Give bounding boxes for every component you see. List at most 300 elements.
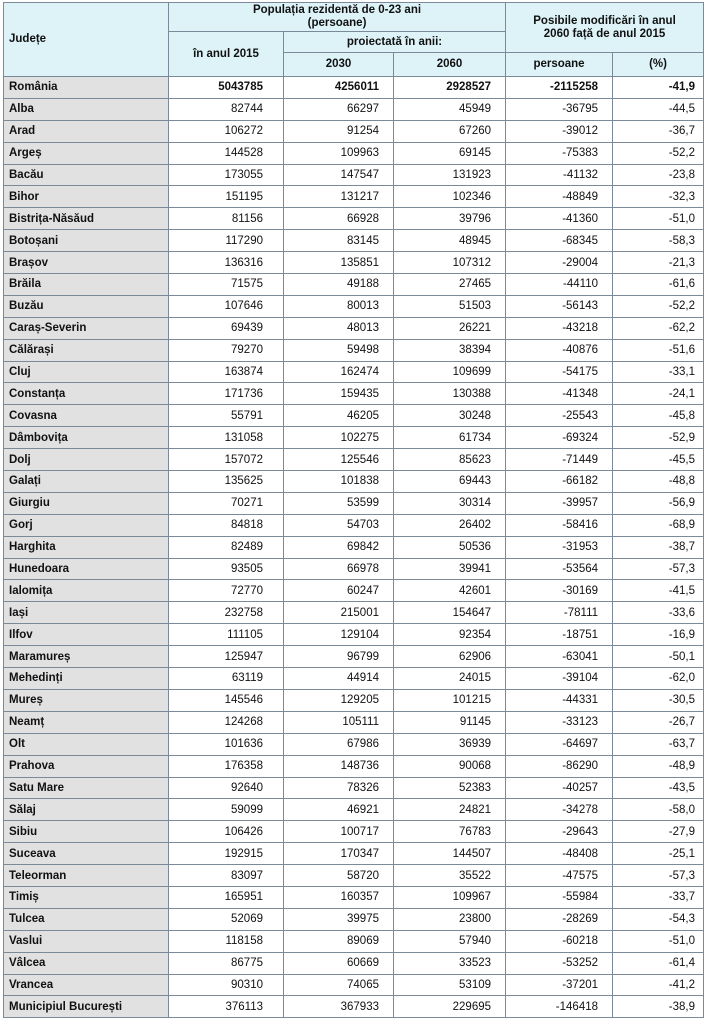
population-2030: 60247 — [284, 580, 394, 602]
change-percent: -48,8 — [613, 471, 704, 493]
population-2030: 44914 — [284, 668, 394, 690]
population-2030: 39975 — [284, 908, 394, 930]
table-row — [4, 274, 704, 296]
population-2060: 90068 — [394, 755, 506, 777]
table-row — [4, 317, 704, 339]
change-persons: -53252 — [506, 952, 613, 974]
population-2015: 93505 — [169, 558, 284, 580]
county-name: Mureș — [4, 689, 169, 711]
population-2030: 46205 — [284, 405, 394, 427]
population-2015: 90310 — [169, 974, 284, 996]
population-2015: 136316 — [169, 252, 284, 274]
county-name: Suceava — [4, 843, 169, 865]
county-name: Olt — [4, 733, 169, 755]
county-name: Alba — [4, 98, 169, 120]
population-2030: 135851 — [284, 252, 394, 274]
change-persons: -39012 — [506, 120, 613, 142]
header-persons: persoane — [506, 53, 613, 77]
population-2060: 23800 — [394, 908, 506, 930]
county-name: Tulcea — [4, 908, 169, 930]
population-2015: 83097 — [169, 865, 284, 887]
table-row — [4, 77, 704, 99]
change-persons: -68345 — [506, 230, 613, 252]
change-persons: -86290 — [506, 755, 613, 777]
table-row — [4, 996, 704, 1018]
change-percent: -24,1 — [613, 383, 704, 405]
population-2030: 215001 — [284, 602, 394, 624]
change-persons: -56143 — [506, 295, 613, 317]
population-2060: 24821 — [394, 799, 506, 821]
population-2015: 106272 — [169, 120, 284, 142]
table-row — [4, 821, 704, 843]
change-percent: -33,7 — [613, 886, 704, 908]
table-row — [4, 98, 704, 120]
population-2060: 35522 — [394, 865, 506, 887]
header-projected: proiectată în anii: — [284, 32, 506, 53]
change-persons: -34278 — [506, 799, 613, 821]
table-row — [4, 164, 704, 186]
county-name: Sibiu — [4, 821, 169, 843]
table-row — [4, 799, 704, 821]
county-name: Hunedoara — [4, 558, 169, 580]
change-percent: -48,9 — [613, 755, 704, 777]
population-2060: 45949 — [394, 98, 506, 120]
population-2030: 367933 — [284, 996, 394, 1018]
change-percent: -54,3 — [613, 908, 704, 930]
population-2015: 107646 — [169, 295, 284, 317]
change-percent: -52,2 — [613, 295, 704, 317]
change-percent: -57,3 — [613, 558, 704, 580]
table-row — [4, 295, 704, 317]
change-percent: -21,3 — [613, 252, 704, 274]
population-2030: 74065 — [284, 974, 394, 996]
population-2015: 69439 — [169, 317, 284, 339]
change-percent: -16,9 — [613, 624, 704, 646]
change-persons: -18751 — [506, 624, 613, 646]
change-percent: -33,6 — [613, 602, 704, 624]
population-2015: 163874 — [169, 361, 284, 383]
population-2015: 71575 — [169, 274, 284, 296]
population-2060: 109967 — [394, 886, 506, 908]
change-persons: -60218 — [506, 930, 613, 952]
population-2015: 151195 — [169, 186, 284, 208]
population-2030: 58720 — [284, 865, 394, 887]
table-row — [4, 558, 704, 580]
table-row — [4, 974, 704, 996]
population-2015: 118158 — [169, 930, 284, 952]
change-persons: -48408 — [506, 843, 613, 865]
change-percent: -43,5 — [613, 777, 704, 799]
table-row — [4, 865, 704, 887]
change-percent: -63,7 — [613, 733, 704, 755]
population-2060: 154647 — [394, 602, 506, 624]
change-percent: -52,2 — [613, 142, 704, 164]
table-row — [4, 361, 704, 383]
population-2060: 50536 — [394, 536, 506, 558]
change-percent: -44,5 — [613, 98, 704, 120]
change-percent: -68,9 — [613, 514, 704, 536]
population-2060: 26221 — [394, 317, 506, 339]
population-2060: 53109 — [394, 974, 506, 996]
header-year-2015: în anul 2015 — [169, 32, 284, 77]
table-row — [4, 733, 704, 755]
population-2015: 63119 — [169, 668, 284, 690]
table-row — [4, 689, 704, 711]
county-name: Teleorman — [4, 865, 169, 887]
population-2015: 111105 — [169, 624, 284, 646]
header-2060: 2060 — [394, 53, 506, 77]
county-name: Arad — [4, 120, 169, 142]
change-percent: -50,1 — [613, 646, 704, 668]
change-persons: -48849 — [506, 186, 613, 208]
population-2060: 69443 — [394, 471, 506, 493]
table-row — [4, 208, 704, 230]
population-2030: 91254 — [284, 120, 394, 142]
population-2060: 85623 — [394, 449, 506, 471]
population-2060: 91145 — [394, 711, 506, 733]
population-2030: 60669 — [284, 952, 394, 974]
population-2015: 125947 — [169, 646, 284, 668]
change-persons: -43218 — [506, 317, 613, 339]
population-2030: 78326 — [284, 777, 394, 799]
county-name: Bacău — [4, 164, 169, 186]
population-2060: 2928527 — [394, 77, 506, 99]
change-percent: -36,7 — [613, 120, 704, 142]
table-row — [4, 383, 704, 405]
change-percent: -45,5 — [613, 449, 704, 471]
change-percent: -51,0 — [613, 930, 704, 952]
change-persons: -66182 — [506, 471, 613, 493]
population-2030: 96799 — [284, 646, 394, 668]
change-persons: -58416 — [506, 514, 613, 536]
change-percent: -30,5 — [613, 689, 704, 711]
population-2060: 51503 — [394, 295, 506, 317]
change-percent: -23,8 — [613, 164, 704, 186]
population-2060: 107312 — [394, 252, 506, 274]
county-name: Botoșani — [4, 230, 169, 252]
change-persons: -40876 — [506, 339, 613, 361]
county-name: Timiș — [4, 886, 169, 908]
population-2015: 101636 — [169, 733, 284, 755]
county-name: Iași — [4, 602, 169, 624]
change-percent: -58,0 — [613, 799, 704, 821]
header-judete: Județe — [4, 3, 169, 77]
population-2060: 33523 — [394, 952, 506, 974]
population-2030: 69842 — [284, 536, 394, 558]
population-2015: 52069 — [169, 908, 284, 930]
county-name: Giurgiu — [4, 492, 169, 514]
change-persons: -33123 — [506, 711, 613, 733]
population-2015: 117290 — [169, 230, 284, 252]
county-name: Bihor — [4, 186, 169, 208]
population-2030: 148736 — [284, 755, 394, 777]
table-row — [4, 777, 704, 799]
population-2060: 48945 — [394, 230, 506, 252]
change-persons: -53564 — [506, 558, 613, 580]
population-2060: 39941 — [394, 558, 506, 580]
population-2030: 4256011 — [284, 77, 394, 99]
county-name: Bistrița-Năsăud — [4, 208, 169, 230]
change-percent: -33,1 — [613, 361, 704, 383]
county-name: Vrancea — [4, 974, 169, 996]
table-row — [4, 186, 704, 208]
population-2060: 30314 — [394, 492, 506, 514]
population-2030: 105111 — [284, 711, 394, 733]
population-2060: 30248 — [394, 405, 506, 427]
population-2030: 54703 — [284, 514, 394, 536]
change-persons: -44331 — [506, 689, 613, 711]
population-2060: 38394 — [394, 339, 506, 361]
table-row — [4, 142, 704, 164]
change-persons: -63041 — [506, 646, 613, 668]
population-2060: 42601 — [394, 580, 506, 602]
population-2060: 131923 — [394, 164, 506, 186]
population-2060: 229695 — [394, 996, 506, 1018]
table-row — [4, 230, 704, 252]
change-percent: -51,6 — [613, 339, 704, 361]
county-name: Cluj — [4, 361, 169, 383]
change-percent: -25,1 — [613, 843, 704, 865]
header-percent: (%) — [613, 53, 704, 77]
population-2060: 27465 — [394, 274, 506, 296]
change-percent: -41,9 — [613, 77, 704, 99]
table-row — [4, 492, 704, 514]
population-2030: 83145 — [284, 230, 394, 252]
county-name: România — [4, 77, 169, 99]
population-2060: 61734 — [394, 427, 506, 449]
population-table — [3, 2, 704, 1018]
county-name: Mehedinți — [4, 668, 169, 690]
population-2015: 72770 — [169, 580, 284, 602]
population-2030: 131217 — [284, 186, 394, 208]
table-body — [4, 77, 704, 1018]
population-2030: 53599 — [284, 492, 394, 514]
change-percent: -45,8 — [613, 405, 704, 427]
county-name: Galați — [4, 471, 169, 493]
table-row — [4, 120, 704, 142]
header-population-group: Populația rezidentă de 0-23 ani (persoane) — [169, 3, 506, 32]
population-2030: 109963 — [284, 142, 394, 164]
header-2030: 2030 — [284, 53, 394, 77]
change-persons: -54175 — [506, 361, 613, 383]
county-name: Ialomița — [4, 580, 169, 602]
population-2015: 144528 — [169, 142, 284, 164]
change-persons: -146418 — [506, 996, 613, 1018]
population-2060: 67260 — [394, 120, 506, 142]
county-name: Argeș — [4, 142, 169, 164]
change-persons: -41360 — [506, 208, 613, 230]
population-2030: 80013 — [284, 295, 394, 317]
table-row — [4, 908, 704, 930]
population-2015: 106426 — [169, 821, 284, 843]
change-persons: -41132 — [506, 164, 613, 186]
county-name: Gorj — [4, 514, 169, 536]
county-name: Brăila — [4, 274, 169, 296]
change-percent: -58,3 — [613, 230, 704, 252]
population-2030: 46921 — [284, 799, 394, 821]
population-table-container — [3, 2, 703, 1018]
population-2060: 102346 — [394, 186, 506, 208]
population-2030: 160357 — [284, 886, 394, 908]
table-row — [4, 580, 704, 602]
population-2060: 62906 — [394, 646, 506, 668]
population-2030: 89069 — [284, 930, 394, 952]
population-2060: 130388 — [394, 383, 506, 405]
change-percent: -38,9 — [613, 996, 704, 1018]
population-2060: 24015 — [394, 668, 506, 690]
change-persons: -30169 — [506, 580, 613, 602]
population-2015: 124268 — [169, 711, 284, 733]
population-2015: 145546 — [169, 689, 284, 711]
change-persons: -71449 — [506, 449, 613, 471]
change-persons: -39957 — [506, 492, 613, 514]
county-name: Neamț — [4, 711, 169, 733]
change-percent: -26,7 — [613, 711, 704, 733]
population-2060: 144507 — [394, 843, 506, 865]
header-changes: Posibile modificări în anul 2060 față de anul 2015 — [506, 3, 704, 53]
change-persons: -41348 — [506, 383, 613, 405]
county-name: Călărași — [4, 339, 169, 361]
change-persons: -64697 — [506, 733, 613, 755]
population-2015: 59099 — [169, 799, 284, 821]
population-2060: 109699 — [394, 361, 506, 383]
change-percent: -62,2 — [613, 317, 704, 339]
population-2015: 86775 — [169, 952, 284, 974]
population-2015: 165951 — [169, 886, 284, 908]
table-row — [4, 449, 704, 471]
population-2060: 101215 — [394, 689, 506, 711]
table-row — [4, 624, 704, 646]
population-2015: 79270 — [169, 339, 284, 361]
table-row — [4, 843, 704, 865]
table-row — [4, 668, 704, 690]
population-2060: 57940 — [394, 930, 506, 952]
population-2015: 5043785 — [169, 77, 284, 99]
change-persons: -2115258 — [506, 77, 613, 99]
change-persons: -55984 — [506, 886, 613, 908]
population-2060: 36939 — [394, 733, 506, 755]
county-name: Dolj — [4, 449, 169, 471]
change-persons: -44110 — [506, 274, 613, 296]
population-2030: 147547 — [284, 164, 394, 186]
county-name: Vâlcea — [4, 952, 169, 974]
table-row — [4, 471, 704, 493]
change-percent: -41,2 — [613, 974, 704, 996]
change-persons: -31953 — [506, 536, 613, 558]
change-persons: -47575 — [506, 865, 613, 887]
population-2015: 92640 — [169, 777, 284, 799]
change-persons: -78111 — [506, 602, 613, 624]
county-name: Satu Mare — [4, 777, 169, 799]
population-2030: 170347 — [284, 843, 394, 865]
population-2060: 26402 — [394, 514, 506, 536]
population-2060: 39796 — [394, 208, 506, 230]
population-2015: 84818 — [169, 514, 284, 536]
change-persons: -40257 — [506, 777, 613, 799]
change-percent: -32,3 — [613, 186, 704, 208]
population-2030: 129205 — [284, 689, 394, 711]
county-name: Municipiul București — [4, 996, 169, 1018]
table-header — [4, 3, 704, 77]
population-2060: 69145 — [394, 142, 506, 164]
population-2030: 59498 — [284, 339, 394, 361]
change-persons: -25543 — [506, 405, 613, 427]
table-row — [4, 952, 704, 974]
county-name: Vaslui — [4, 930, 169, 952]
change-percent: -52,9 — [613, 427, 704, 449]
change-percent: -51,0 — [613, 208, 704, 230]
population-2015: 135625 — [169, 471, 284, 493]
population-2060: 76783 — [394, 821, 506, 843]
population-2015: 176358 — [169, 755, 284, 777]
change-persons: -39104 — [506, 668, 613, 690]
population-2015: 70271 — [169, 492, 284, 514]
county-name: Buzău — [4, 295, 169, 317]
table-row — [4, 886, 704, 908]
population-2030: 162474 — [284, 361, 394, 383]
county-name: Covasna — [4, 405, 169, 427]
change-persons: -69324 — [506, 427, 613, 449]
change-persons: -29643 — [506, 821, 613, 843]
population-2030: 101838 — [284, 471, 394, 493]
table-row — [4, 339, 704, 361]
population-2030: 66928 — [284, 208, 394, 230]
population-2015: 82489 — [169, 536, 284, 558]
table-row — [4, 755, 704, 777]
county-name: Harghita — [4, 536, 169, 558]
population-2030: 49188 — [284, 274, 394, 296]
population-2015: 232758 — [169, 602, 284, 624]
population-2015: 131058 — [169, 427, 284, 449]
table-row — [4, 536, 704, 558]
county-name: Sălaj — [4, 799, 169, 821]
table-row — [4, 711, 704, 733]
population-2030: 66297 — [284, 98, 394, 120]
county-name: Dâmbovița — [4, 427, 169, 449]
county-name: Prahova — [4, 755, 169, 777]
county-name: Brașov — [4, 252, 169, 274]
population-2030: 125546 — [284, 449, 394, 471]
change-percent: -38,7 — [613, 536, 704, 558]
population-2015: 173055 — [169, 164, 284, 186]
county-name: Maramureș — [4, 646, 169, 668]
change-persons: -28269 — [506, 908, 613, 930]
population-2015: 376113 — [169, 996, 284, 1018]
change-persons: -37201 — [506, 974, 613, 996]
population-2015: 82744 — [169, 98, 284, 120]
county-name: Caraș-Severin — [4, 317, 169, 339]
change-percent: -61,6 — [613, 274, 704, 296]
population-2030: 129104 — [284, 624, 394, 646]
change-percent: -27,9 — [613, 821, 704, 843]
population-2015: 192915 — [169, 843, 284, 865]
population-2030: 48013 — [284, 317, 394, 339]
table-row — [4, 514, 704, 536]
county-name: Constanța — [4, 383, 169, 405]
population-2060: 92354 — [394, 624, 506, 646]
population-2030: 66978 — [284, 558, 394, 580]
table-row — [4, 602, 704, 624]
table-row — [4, 427, 704, 449]
population-2015: 157072 — [169, 449, 284, 471]
table-row — [4, 646, 704, 668]
change-persons: -36795 — [506, 98, 613, 120]
population-2015: 81156 — [169, 208, 284, 230]
population-2015: 55791 — [169, 405, 284, 427]
table-row — [4, 405, 704, 427]
county-name: Ilfov — [4, 624, 169, 646]
change-percent: -62,0 — [613, 668, 704, 690]
